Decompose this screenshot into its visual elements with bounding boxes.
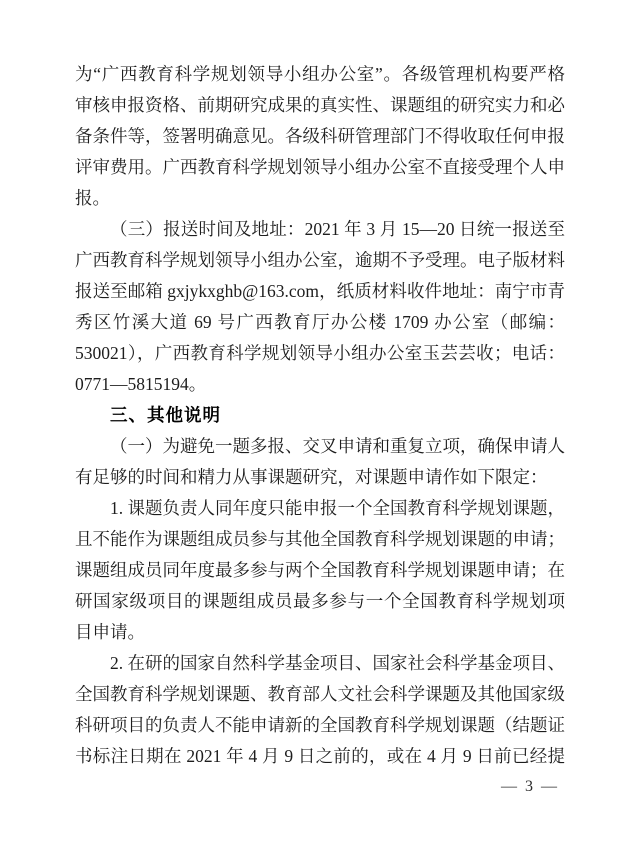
text-line: 审核申报资格、前期研究成果的真实性、课题组的研究实力和必 <box>75 95 565 115</box>
heading-line: 三、其他说明 <box>110 405 221 425</box>
paragraph <box>75 493 565 648</box>
text-line: （三）报送时间及地址：2021 年 3 月 15—20 日统一报送至 <box>110 219 565 239</box>
text-line: 秀区竹溪大道 69 号广西教育厅办公楼 1709 办公室（邮编： <box>75 312 565 332</box>
page-number: — 3 — <box>501 778 559 795</box>
text-line: 0771—5815194。 <box>75 374 207 394</box>
text-line: 研国家级项目的课题组成员最多参与一个全国教育科学规划项 <box>75 591 565 611</box>
text-line: 2. 在研的国家自然科学基金项目、国家社会科学基金项目、 <box>110 653 565 673</box>
text-line: 报。 <box>75 188 110 208</box>
text-line: 1. 课题负责人同年度只能申报一个全国教育科学规划课题， <box>110 498 565 518</box>
text-line: 广西教育科学规划领导小组办公室，逾期不予受理。电子版材料 <box>75 250 565 270</box>
paragraph <box>75 214 565 400</box>
text-line: 且不能作为课题组成员参与其他全国教育科学规划课题的申请； <box>75 529 565 549</box>
text-line: 课题组成员同年度最多参与两个全国教育科学规划课题申请；在 <box>75 560 565 580</box>
text-line: 目申请。 <box>75 622 145 642</box>
text-line: 评审费用。广西教育科学规划领导小组办公室不直接受理个人申 <box>75 157 565 177</box>
text-line: 530021），广西教育科学规划领导小组办公室玉芸芸收；电话： <box>75 343 565 363</box>
paragraph <box>75 59 565 214</box>
text-line: 科研项目的负责人不能申请新的全国教育科学规划课题（结题证 <box>75 715 565 735</box>
text-line: 备条件等，签署明确意见。各级科研管理部门不得收取任何申报 <box>75 126 565 146</box>
text-line: （一）为避免一题多报、交叉申请和重复立项，确保申请人 <box>110 436 565 456</box>
text-line: 为“广西教育科学规划领导小组办公室”。各级管理机构要严格 <box>75 64 565 84</box>
text-line: 书标注日期在 2021 年 4 月 9 日之前的，或在 4 月 9 日前已经提 <box>75 746 565 766</box>
paragraph <box>75 648 565 772</box>
text-line: 有足够的时间和精力从事课题研究，对课题申请作如下限定： <box>75 467 548 487</box>
text-line: 报送至邮箱 gxjykxghb@163.com，纸质材料收件地址：南宁市青 <box>75 281 565 301</box>
paragraph <box>75 431 565 493</box>
document-body <box>75 59 565 772</box>
text-line: 全国教育科学规划课题、教育部人文社会科学课题及其他国家级 <box>75 684 565 704</box>
section-heading <box>75 400 565 431</box>
